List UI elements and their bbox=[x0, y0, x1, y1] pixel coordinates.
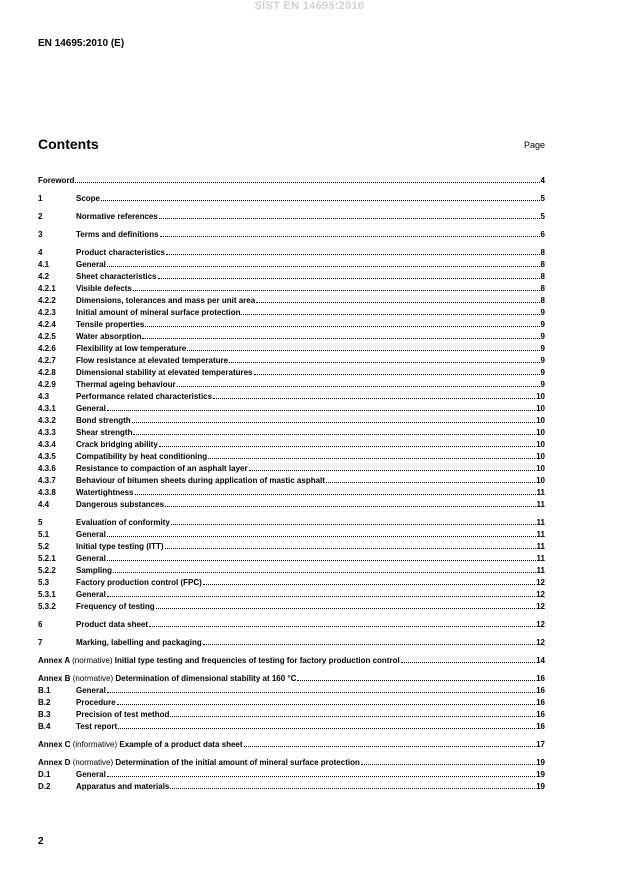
toc-entry[interactable] bbox=[38, 283, 545, 295]
toc-entry-title: General bbox=[76, 554, 106, 563]
toc-entry-page: 17 bbox=[536, 740, 545, 749]
toc-entry-title: Initial type testing (ITT) bbox=[76, 542, 164, 551]
annex-label: Annex A bbox=[38, 656, 70, 665]
dot-leader bbox=[101, 199, 540, 201]
toc-entry-number: 4.3.8 bbox=[38, 488, 56, 497]
toc-entry[interactable] bbox=[38, 367, 545, 379]
toc-entry-page: 19 bbox=[536, 770, 545, 779]
contents-heading: Contents bbox=[38, 136, 99, 152]
toc-entry-title: Normative references bbox=[76, 212, 158, 221]
toc-entry-title: Shear strength bbox=[76, 428, 133, 437]
toc-entry[interactable] bbox=[38, 487, 545, 499]
dot-leader bbox=[156, 607, 535, 609]
toc-entry-number: 5.3.2 bbox=[38, 602, 56, 611]
dot-leader bbox=[256, 301, 539, 303]
toc-entry-page: 10 bbox=[536, 404, 545, 413]
toc-entry-page: 10 bbox=[536, 440, 545, 449]
toc-entry[interactable] bbox=[38, 529, 545, 541]
toc-entry-number: 4.3.5 bbox=[38, 452, 56, 461]
toc-entry-number: B.2 bbox=[38, 698, 51, 707]
toc-entry[interactable] bbox=[38, 211, 545, 223]
toc-entry-title: Tensile properties bbox=[76, 320, 145, 329]
toc-entry-number: 1 bbox=[38, 194, 43, 203]
toc-entry[interactable] bbox=[38, 721, 545, 733]
toc-entry-title: Flow resistance at elevated temperature bbox=[76, 356, 229, 365]
toc-entry-title bbox=[38, 655, 400, 667]
toc-entry-page: 12 bbox=[536, 578, 545, 587]
annex-kind: (normative) bbox=[72, 758, 114, 767]
dot-leader bbox=[244, 745, 536, 747]
toc-entry-number: 4.2.9 bbox=[38, 380, 56, 389]
toc-entry-number: 4.2.7 bbox=[38, 356, 56, 365]
toc-entry-number: 4.3.3 bbox=[38, 428, 56, 437]
dot-leader bbox=[107, 691, 535, 693]
toc-entry-title: General bbox=[76, 260, 106, 269]
annex-title: Determination of dimensional stability at 160 °C bbox=[115, 674, 297, 683]
toc-entry[interactable] bbox=[38, 379, 545, 391]
toc-entry-number: 3 bbox=[38, 230, 43, 239]
toc-entry-title: Crack bridging ability bbox=[76, 440, 158, 449]
toc-entry-title: Factory production control (FPC) bbox=[76, 578, 202, 587]
annex-label: Annex D bbox=[38, 758, 71, 767]
toc-entry[interactable] bbox=[38, 553, 545, 565]
dot-leader bbox=[229, 361, 539, 363]
toc-entry[interactable] bbox=[38, 475, 545, 487]
toc-entry-page: 9 bbox=[540, 356, 545, 365]
toc-entry-number: 5.2.2 bbox=[38, 566, 56, 575]
toc-entry-page: 10 bbox=[536, 464, 545, 473]
dot-leader bbox=[166, 253, 540, 255]
dot-leader bbox=[165, 505, 536, 507]
toc-entry-title: General bbox=[76, 590, 106, 599]
toc-entry-number: 4.2.4 bbox=[38, 320, 56, 329]
toc-entry-page: 9 bbox=[540, 344, 545, 353]
toc-entry[interactable] bbox=[38, 697, 545, 709]
table-of-contents bbox=[38, 175, 545, 793]
toc-entry-title: General bbox=[76, 686, 106, 695]
toc-entry-title: Apparatus and materials bbox=[76, 782, 170, 791]
toc-entry-page: 11 bbox=[536, 500, 545, 509]
toc-entry[interactable] bbox=[38, 229, 545, 241]
toc-entry-number: B.4 bbox=[38, 722, 51, 731]
dot-leader bbox=[149, 625, 535, 627]
dot-leader bbox=[158, 277, 540, 279]
dot-leader bbox=[75, 181, 539, 183]
page-column-label: Page bbox=[523, 140, 545, 150]
toc-entry-page: 9 bbox=[540, 380, 545, 389]
toc-entry-page: 10 bbox=[536, 416, 545, 425]
dot-leader bbox=[145, 325, 539, 327]
dot-leader bbox=[170, 787, 535, 789]
toc-entry-page: 8 bbox=[540, 284, 545, 293]
toc-entry-number: 4.3.7 bbox=[38, 476, 56, 485]
annex-kind: (normative) bbox=[72, 674, 114, 683]
dot-leader bbox=[401, 661, 535, 663]
dot-leader bbox=[241, 313, 539, 315]
toc-entry-page: 16 bbox=[536, 674, 545, 683]
toc-entry-page: 12 bbox=[536, 590, 545, 599]
dot-leader bbox=[165, 547, 536, 549]
toc-entry-page: 16 bbox=[536, 722, 545, 731]
toc-entry-page: 19 bbox=[536, 782, 545, 791]
toc-entry-number: 4.2.2 bbox=[38, 296, 56, 305]
toc-entry-title bbox=[38, 757, 360, 769]
toc-entry-title: General bbox=[76, 404, 106, 413]
toc-entry-title: Initial amount of mineral surface protection bbox=[76, 308, 241, 317]
toc-entry[interactable] bbox=[38, 319, 545, 331]
toc-entry-number: 5 bbox=[38, 518, 43, 527]
toc-entry-page: 4 bbox=[540, 176, 545, 185]
toc-entry-title: Frequency of testing bbox=[76, 602, 155, 611]
toc-entry-number: 4.3.1 bbox=[38, 404, 56, 413]
dot-leader bbox=[160, 235, 540, 237]
dot-leader bbox=[170, 715, 535, 717]
toc-entry-title: Sheet characteristics bbox=[76, 272, 157, 281]
dot-leader bbox=[254, 373, 540, 375]
dot-leader bbox=[107, 265, 540, 267]
toc-entry[interactable] bbox=[38, 601, 545, 613]
toc-entry-page: 9 bbox=[540, 368, 545, 377]
toc-entry-number: 4.3.4 bbox=[38, 440, 56, 449]
dot-leader bbox=[213, 397, 535, 399]
toc-entry[interactable] bbox=[38, 331, 545, 343]
toc-entry-page: 5 bbox=[540, 212, 545, 221]
toc-entry-number: 5.1 bbox=[38, 530, 50, 539]
toc-entry-number: 4.2.1 bbox=[38, 284, 56, 293]
annex-kind: (informative) bbox=[72, 740, 118, 749]
toc-entry-page: 5 bbox=[540, 194, 545, 203]
toc-entry-title: Product characteristics bbox=[76, 248, 165, 257]
dot-leader bbox=[159, 445, 535, 447]
toc-entry-number: 5.2 bbox=[38, 542, 50, 551]
toc-entry-title: Evaluation of conformity bbox=[76, 518, 170, 527]
watermark: SIST EN 14695:2010 bbox=[254, 0, 365, 12]
toc-entry-title: Bond strength bbox=[76, 416, 131, 425]
dot-leader bbox=[107, 535, 536, 537]
toc-entry-page: 9 bbox=[540, 308, 545, 317]
toc-entry-title: Compatibility by heat conditioning bbox=[76, 452, 208, 461]
dot-leader bbox=[117, 703, 536, 705]
toc-entry-title: Thermal ageing behaviour bbox=[76, 380, 176, 389]
dot-leader bbox=[118, 727, 535, 729]
toc-entry[interactable] bbox=[38, 619, 545, 631]
toc-entry-page: 8 bbox=[540, 260, 545, 269]
toc-entry-page: 11 bbox=[536, 566, 545, 575]
toc-entry[interactable] bbox=[38, 247, 545, 259]
toc-entry-title: Dimensional stability at elevated temperatures bbox=[76, 368, 253, 377]
toc-entry-title: Test report bbox=[76, 722, 118, 731]
dot-leader bbox=[107, 775, 535, 777]
toc-entry-number: 4.1 bbox=[38, 260, 50, 269]
toc-entry-number: 4.4 bbox=[38, 500, 50, 509]
toc-entry-title: Behaviour of bitumen sheets during application of mastic asphalt bbox=[76, 476, 325, 485]
toc-entry-title: General bbox=[76, 770, 106, 779]
toc-entry-title: Visible defects bbox=[76, 284, 132, 293]
toc-entry-title: Water absorption bbox=[76, 332, 142, 341]
dot-leader bbox=[203, 643, 535, 645]
toc-entry[interactable] bbox=[38, 685, 545, 697]
toc-entry-page: 11 bbox=[536, 554, 545, 563]
toc-entry-page: 10 bbox=[536, 392, 545, 401]
dot-leader bbox=[133, 289, 540, 291]
toc-entry-title: Terms and definitions bbox=[76, 230, 159, 239]
toc-entry[interactable] bbox=[38, 673, 545, 685]
toc-entry-number: 4.3.6 bbox=[38, 464, 56, 473]
annex-title: Determination of the initial amount of mineral surface protection bbox=[115, 758, 360, 767]
toc-entry[interactable] bbox=[38, 637, 545, 649]
dot-leader bbox=[159, 217, 540, 219]
annex-label: Annex C bbox=[38, 740, 71, 749]
toc-entry-number: 4.3.2 bbox=[38, 416, 56, 425]
toc-entry-number: 4.2.6 bbox=[38, 344, 56, 353]
dot-leader bbox=[113, 571, 536, 573]
toc-entry-title: Resistance to compaction of an asphalt layer bbox=[76, 464, 248, 473]
toc-entry[interactable] bbox=[38, 517, 545, 529]
toc-entry-page: 8 bbox=[540, 296, 545, 305]
toc-entry[interactable] bbox=[38, 403, 545, 415]
toc-entry-number: 7 bbox=[38, 638, 43, 647]
toc-entry[interactable] bbox=[38, 355, 545, 367]
toc-entry-title bbox=[38, 673, 296, 685]
page-number: 2 bbox=[38, 836, 44, 847]
toc-entry-page: 11 bbox=[536, 488, 545, 497]
toc-entry-title bbox=[38, 739, 243, 751]
toc-entry-number: 4.2.5 bbox=[38, 332, 56, 341]
toc-entry[interactable] bbox=[38, 391, 545, 403]
toc-entry-number: 4 bbox=[38, 248, 43, 257]
toc-entry-page: 10 bbox=[536, 476, 545, 485]
dot-leader bbox=[133, 433, 535, 435]
toc-entry-number: 5.3.1 bbox=[38, 590, 56, 599]
toc-entry[interactable] bbox=[38, 451, 545, 463]
dot-leader bbox=[107, 559, 536, 561]
toc-entry-title: Precision of test method bbox=[76, 710, 170, 719]
toc-entry[interactable] bbox=[38, 175, 545, 187]
toc-entry-title: Marking, labelling and packaging bbox=[76, 638, 202, 647]
dot-leader bbox=[142, 337, 539, 339]
toc-entry[interactable] bbox=[38, 499, 545, 511]
toc-entry-title: General bbox=[76, 530, 106, 539]
toc-entry-page: 12 bbox=[536, 638, 545, 647]
dot-leader bbox=[297, 679, 535, 681]
toc-entry-page: 8 bbox=[540, 248, 545, 257]
toc-entry-title: Foreword bbox=[38, 176, 75, 185]
toc-entry[interactable] bbox=[38, 577, 545, 589]
toc-entry-title: Sampling bbox=[76, 566, 113, 575]
toc-entry-number: 6 bbox=[38, 620, 43, 629]
toc-entry-title: Performance related characteristics bbox=[76, 392, 213, 401]
toc-entry-title: Dimensions, tolerances and mass per unit area bbox=[76, 296, 256, 305]
annex-title: Initial type testing and frequencies of testing for factory production control bbox=[114, 656, 400, 665]
dot-leader bbox=[249, 469, 535, 471]
toc-entry-number: 4.2.8 bbox=[38, 368, 56, 377]
toc-entry-title: Procedure bbox=[76, 698, 116, 707]
toc-entry[interactable] bbox=[38, 307, 545, 319]
dot-leader bbox=[107, 409, 535, 411]
toc-entry-number: 5.3 bbox=[38, 578, 50, 587]
toc-entry[interactable] bbox=[38, 739, 545, 751]
toc-entry-number: 4.2.3 bbox=[38, 308, 56, 317]
dot-leader bbox=[203, 583, 535, 585]
toc-entry[interactable] bbox=[38, 463, 545, 475]
toc-entry[interactable] bbox=[38, 193, 545, 205]
dot-leader bbox=[171, 523, 536, 525]
toc-entry-page: 11 bbox=[536, 530, 545, 539]
annex-title: Example of a product data sheet bbox=[119, 740, 243, 749]
toc-entry[interactable] bbox=[38, 655, 545, 667]
toc-entry-page: 14 bbox=[536, 656, 545, 665]
dot-leader bbox=[326, 481, 535, 483]
toc-entry-page: 11 bbox=[536, 542, 545, 551]
toc-entry-number: B.1 bbox=[38, 686, 51, 695]
toc-entry[interactable] bbox=[38, 565, 545, 577]
toc-entry-page: 11 bbox=[536, 518, 545, 527]
toc-entry[interactable] bbox=[38, 439, 545, 451]
toc-entry-number: 5.2.1 bbox=[38, 554, 56, 563]
toc-entry-title: Product data sheet bbox=[76, 620, 149, 629]
dot-leader bbox=[208, 457, 535, 459]
dot-leader bbox=[135, 493, 536, 495]
toc-entry-number: 4.3 bbox=[38, 392, 50, 401]
dot-leader bbox=[187, 349, 539, 351]
toc-entry[interactable] bbox=[38, 757, 545, 769]
toc-entry-number: 4.2 bbox=[38, 272, 50, 281]
toc-entry-number: D.1 bbox=[38, 770, 51, 779]
toc-entry-page: 12 bbox=[536, 602, 545, 611]
toc-entry[interactable] bbox=[38, 709, 545, 721]
toc-entry[interactable] bbox=[38, 541, 545, 553]
toc-entry[interactable] bbox=[38, 589, 545, 601]
annex-kind: (normative) bbox=[72, 656, 113, 665]
toc-entry-title: Scope bbox=[76, 194, 101, 203]
toc-entry[interactable] bbox=[38, 343, 545, 355]
toc-entry[interactable] bbox=[38, 295, 545, 307]
annex-label: Annex B bbox=[38, 674, 71, 683]
toc-entry-page: 9 bbox=[540, 332, 545, 341]
toc-entry-page: 16 bbox=[536, 710, 545, 719]
toc-entry-number: 2 bbox=[38, 212, 43, 221]
toc-entry-number: B.3 bbox=[38, 710, 51, 719]
toc-entry-number: D.2 bbox=[38, 782, 51, 791]
toc-entry-page: 8 bbox=[540, 272, 545, 281]
toc-entry-page: 12 bbox=[536, 620, 545, 629]
toc-entry-title: Dangerous substances bbox=[76, 500, 165, 509]
toc-entry-page: 10 bbox=[536, 452, 545, 461]
dot-leader bbox=[177, 385, 540, 387]
toc-entry-page: 6 bbox=[540, 230, 545, 239]
document-id: EN 14695:2010 (E) bbox=[38, 38, 125, 49]
dot-leader bbox=[107, 595, 535, 597]
toc-entry-page: 16 bbox=[536, 686, 545, 695]
toc-entry-page: 10 bbox=[536, 428, 545, 437]
toc-entry-page: 9 bbox=[540, 320, 545, 329]
toc-entry-page: 19 bbox=[536, 758, 545, 767]
dot-leader bbox=[132, 421, 535, 423]
toc-entry[interactable] bbox=[38, 769, 545, 781]
toc-entry[interactable] bbox=[38, 415, 545, 427]
toc-entry[interactable] bbox=[38, 271, 545, 283]
dot-leader bbox=[361, 763, 535, 765]
toc-entry[interactable] bbox=[38, 427, 545, 439]
toc-entry-title: Watertightness bbox=[76, 488, 134, 497]
toc-entry-title: Flexibility at low temperature bbox=[76, 344, 187, 353]
toc-entry[interactable] bbox=[38, 781, 545, 793]
toc-entry-page: 16 bbox=[536, 698, 545, 707]
toc-entry[interactable] bbox=[38, 259, 545, 271]
